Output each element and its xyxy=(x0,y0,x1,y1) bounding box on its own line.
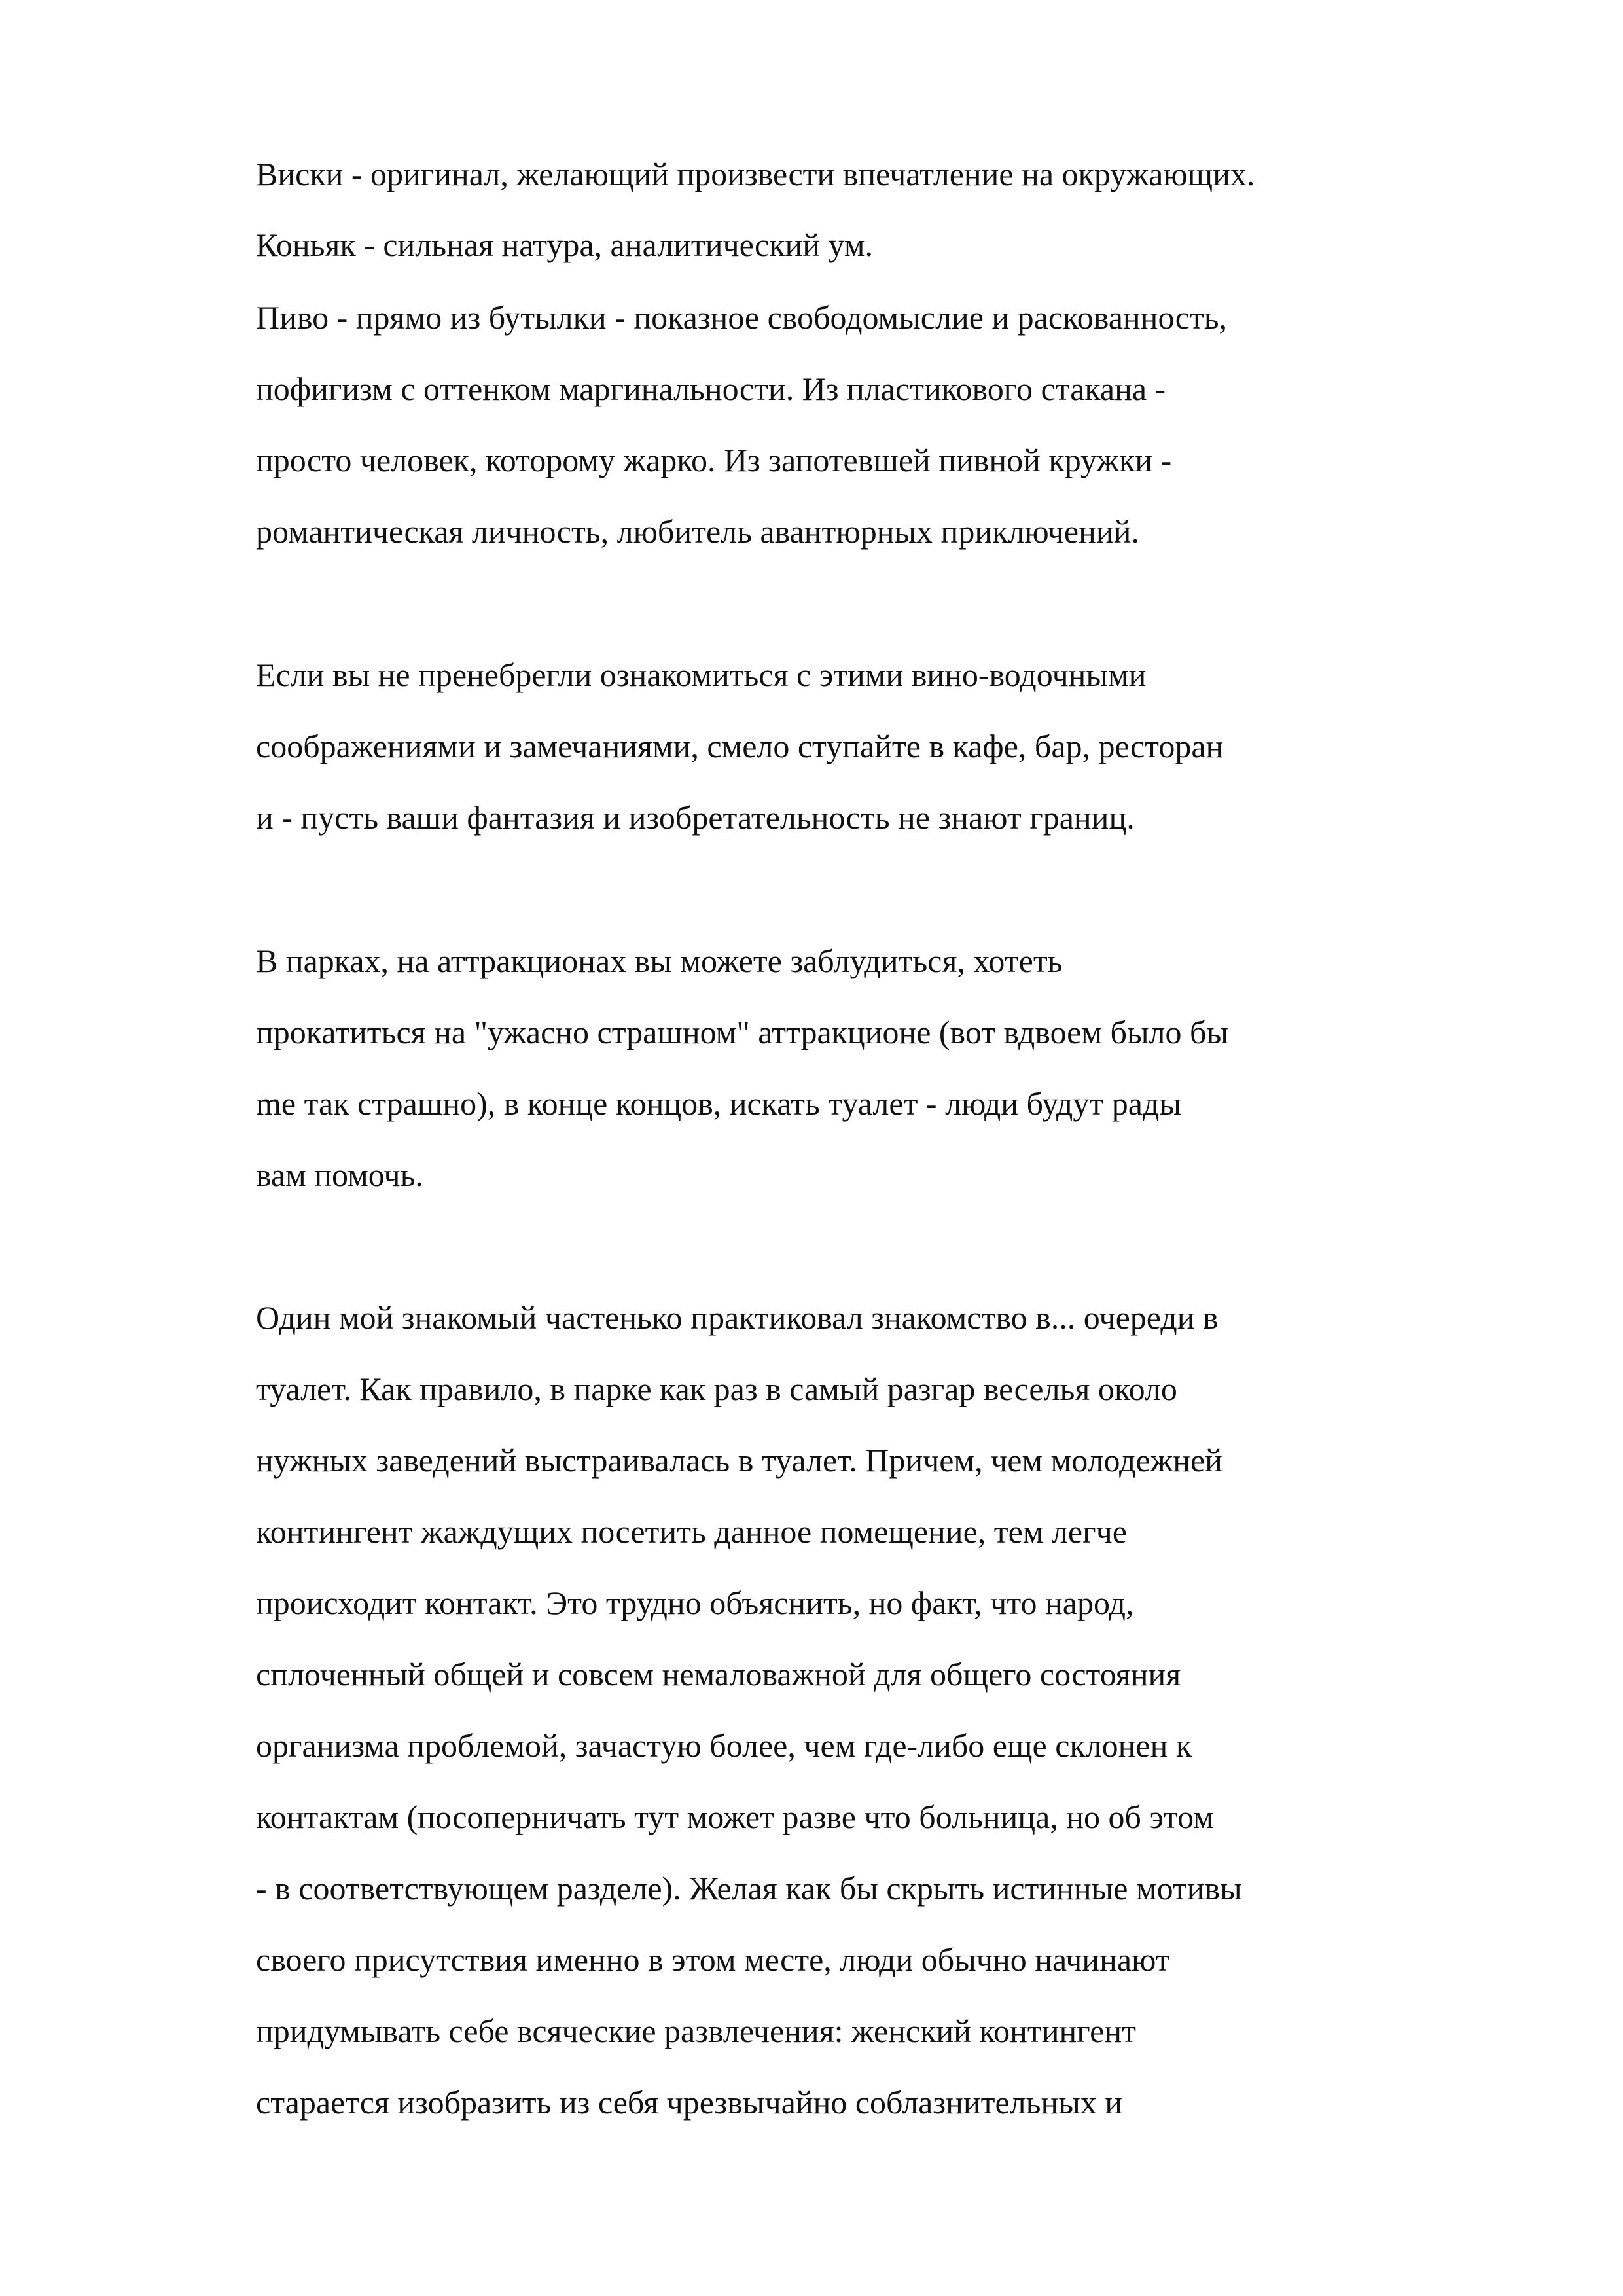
text-line: придумывать себе всяческие развлечения: женский контингент xyxy=(256,2013,1136,2049)
text-line: организма проблемой, зачастую более, чем где-либо еще склонен к xyxy=(256,1727,1192,1764)
text-line: контактам (посоперничать тут может разве что больница, но об этом xyxy=(256,1799,1214,1835)
text-line: нужных заведений выстраивалась в туалет. Причем, чем молодежней xyxy=(256,1442,1222,1479)
text-line: прокатиться на "ужасно страшном" аттракционе (вот вдвоем было бы xyxy=(256,1014,1229,1050)
text-line: me так страшно), в конце концов, искать туалет - люди будут рады xyxy=(256,1085,1181,1122)
text-line: контингент жаждущих посетить данное помещение, тем легче xyxy=(256,1513,1127,1550)
text-line: соображениями и замечаниями, смело ступайте в кафе, бар, ресторан xyxy=(256,728,1224,764)
text-line: сплоченный общей и совсем немаловажной для общего состояния xyxy=(256,1656,1181,1693)
text-line: Если вы не пренебрегли ознакомиться с этими вино-водочными xyxy=(256,656,1147,693)
text-line: туалет. Как правило, в парке как раз в самый разгар веселья около xyxy=(256,1371,1177,1407)
text-line: пофигизм с оттенком маргинальности. Из пластикового стакана - xyxy=(256,370,1166,407)
text-line: - в соответствующем разделе). Желая как бы скрыть истинные мотивы xyxy=(256,1870,1242,1907)
text-line: В парках, на аттракционах вы можете заблудиться, хотеть xyxy=(256,942,1063,979)
text-line: вам помочь. xyxy=(256,1157,423,1193)
text-line: романтическая личность, любитель авантюрных приключений. xyxy=(256,513,1139,550)
text-line: своего присутствия именно в этом месте, люди обычно начинают xyxy=(256,1941,1170,1978)
text-line: Пиво - прямо из бутылки - показное свободомыслие и раскованность, xyxy=(256,299,1228,336)
text-line: и - пусть ваши фантазия и изобретательность не знают границ. xyxy=(256,799,1135,836)
text-line: старается изобразить из себя чрезвычайно соблазнительных и xyxy=(256,2084,1123,2121)
text-line: просто человек, которому жарко. Из запотевшей пивной кружки - xyxy=(256,442,1172,478)
text-line: Коньяк - сильная натура, аналитический ум. xyxy=(256,226,874,263)
text-line: происходит контакт. Это трудно объяснить, но факт, что народ, xyxy=(256,1585,1134,1621)
text-line: Виски - оригинал, желающий произвести впечатление на окружающих. xyxy=(256,156,1255,192)
text-line: Один мой знакомый частенько практиковал знакомство в... очереди в xyxy=(256,1299,1219,1336)
